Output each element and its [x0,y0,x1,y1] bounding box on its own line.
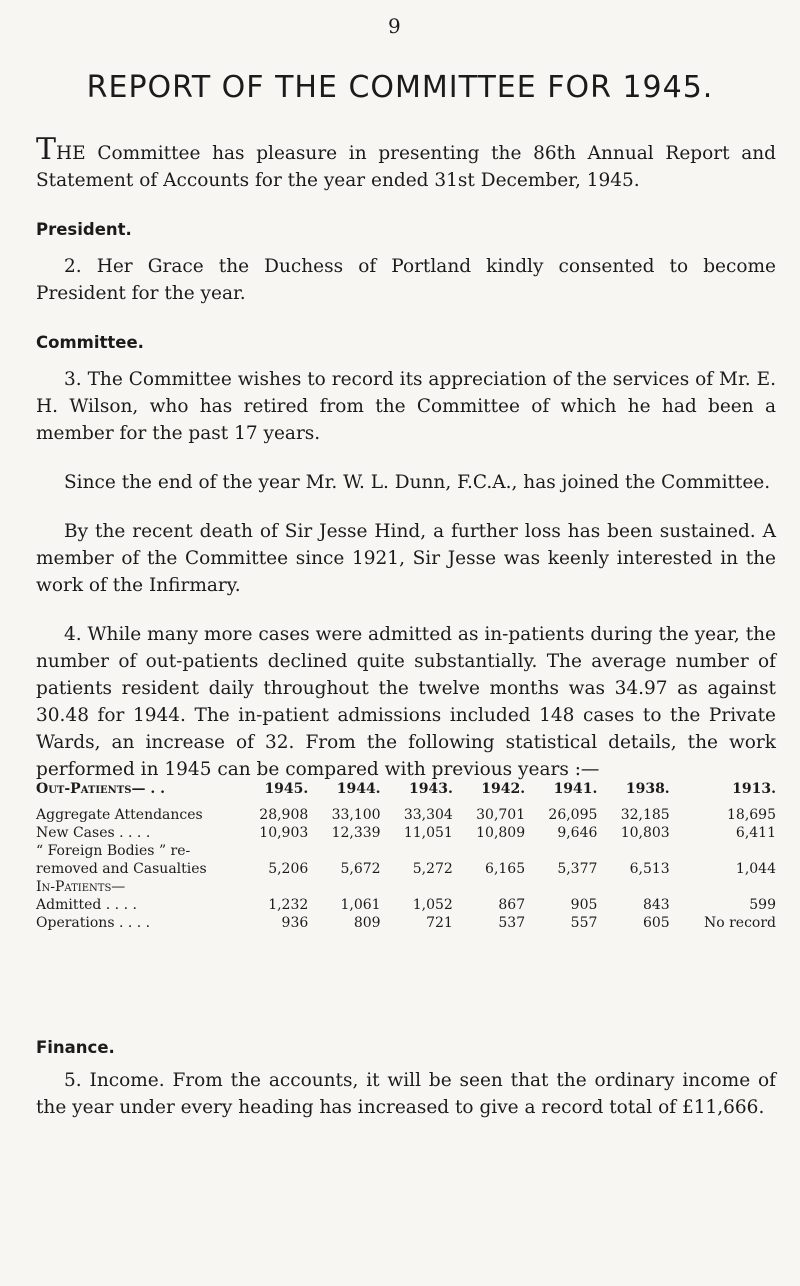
table-cell [308,842,380,860]
table-cell [597,878,669,896]
president-heading: President. [36,220,132,239]
finance-section [36,1034,776,1121]
table-cell [453,878,525,896]
table-cell [381,842,453,860]
table-cell [381,878,453,896]
table-cell [597,842,669,860]
table-row [36,860,776,878]
table-cell: 936 [281,915,309,931]
finance-paragraph: 5. Income. From the accounts, it will be seen that the ordinary income of the year under every heading has increased to give a record total of £11,666. [36,1070,776,1118]
table-cell: 33,304 [403,807,453,823]
table-cell: 1,061 [340,897,381,913]
year-header: 1943. [409,781,453,797]
row-label: removed and Casualties [36,861,207,877]
page-number: 9 [388,14,401,38]
table-cell: 809 [353,915,381,931]
table-cell: 10,903 [259,825,309,841]
table-cell: 843 [642,897,670,913]
table-row [36,842,776,860]
table-cell: 599 [749,897,776,913]
statistics-table [36,772,776,932]
intro-paragraph: THE Committee has pleasure in presenting the 86th Annual Report and Statement of Accounts for the year ended 31st December, 1945. [36,132,776,191]
table-cell: 905 [570,897,598,913]
committee-paragraph-1: 3. The Committee wishes to record its appreciation of the services of Mr. E. H. Wilson, who has retired from the Committee of which he had been a member for the past 17 years. [36,369,776,444]
table-cell: 6,513 [629,861,670,877]
table-cell: 6,411 [735,825,776,841]
row-label: In-Patients— [36,879,126,895]
report-title: REPORT OF THE COMMITTEE FOR 1945. [86,70,714,105]
year-header: 1945. [264,781,309,797]
table-row [36,914,776,932]
table-cell: 33,100 [331,807,381,823]
president-paragraph: 2. Her Grace the Duchess of Portland kindly consented to become President for the year. [36,256,776,304]
table-row [36,878,776,896]
table-cell: 6,165 [485,861,526,877]
table-cell [453,842,525,860]
table-cell [670,842,776,860]
year-header: 1941. [553,781,598,797]
table-cell: 721 [426,915,453,931]
table-cell: 10,809 [476,825,526,841]
finance-heading: Finance. [36,1038,115,1057]
table-cell: 5,272 [412,861,453,877]
table-row [36,806,776,824]
table-cell: 32,185 [620,807,670,823]
table-cell: 5,672 [340,861,381,877]
committee-heading: Committee. [36,333,144,352]
table-cell [525,878,597,896]
table-cell: 30,701 [476,807,526,823]
table-header-label: Out-Patients— . . [36,781,165,797]
year-header: 1938. [625,781,670,797]
year-header: 1942. [481,781,526,797]
table-cell: 9,646 [557,825,598,841]
table-cell: 26,095 [548,807,598,823]
table-body [36,806,776,932]
row-label: Operations . . . . [36,915,151,931]
table-cell: 28,908 [259,807,309,823]
table-cell [670,878,776,896]
row-label: New Cases . . . . [36,825,151,841]
statistics-intro-paragraph: 4. While many more cases were admitted as in-patients during the year, the number of out-patients declined quite substantially. The average number of patients resident daily throughout the twelve months was 34.97 as against 30.48 for 1944. The in-patient admissions included 148 cases to the Private Wards, an increase of 32. From the following statistical details, the work performed in 1945 can be compared with previous years :— [36,624,776,780]
table-header-row [36,772,776,806]
committee-paragraph-3: By the recent death of Sir Jesse Hind, a further loss has been sustained. A member of the Committee since 1921, Sir Jesse was keenly interested in the work of the Infirmary. [36,521,776,596]
row-label: Aggregate Attendances [36,807,203,823]
table-cell: 1,052 [412,897,453,913]
row-label: Admitted . . . . [36,897,137,913]
table-cell: 1,232 [268,897,309,913]
table-cell: 867 [498,897,526,913]
table-cell [525,842,597,860]
committee-paragraph-2: Since the end of the year Mr. W. L. Dunn, F.C.A., has joined the Committee. [64,472,771,493]
table-row [36,824,776,842]
table-cell [236,878,308,896]
table-cell: 605 [642,915,670,931]
table-row [36,896,776,914]
table-cell: 5,206 [268,861,309,877]
table-cell: 10,803 [620,825,670,841]
table-cell: 5,377 [557,861,598,877]
report-body [36,132,776,783]
year-header: 1944. [336,781,381,797]
table-cell: 11,051 [403,825,453,841]
table-cell: 1,044 [735,861,776,877]
table-cell: 557 [570,915,598,931]
table-cell: 18,695 [727,807,776,823]
row-label: “ Foreign Bodies ” re- [36,843,191,859]
year-header: 1913. [732,781,776,797]
table-cell [308,878,380,896]
table-cell: 537 [498,915,526,931]
table-cell: No record [703,915,776,931]
table-cell: 12,339 [331,825,381,841]
table-cell [236,842,308,860]
